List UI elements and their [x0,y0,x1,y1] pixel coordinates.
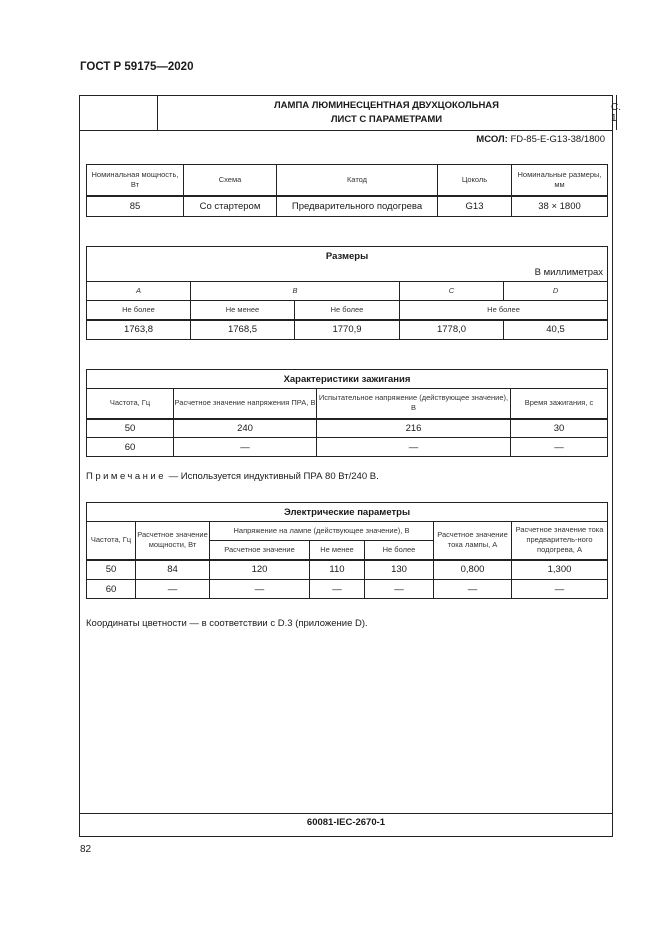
t2-title-cell [87,247,608,282]
t2-limit-b-max: Не более [295,301,400,320]
t2-letter-a: A [87,282,191,301]
t1-header-scheme: Схема [184,165,277,196]
note [86,471,379,482]
t2-value-d: 40,5 [504,320,608,340]
t3-title: Характеристики зажигания [87,370,608,389]
t2-value-a: 1763,8 [87,320,191,340]
chromaticity-note: Координаты цветности — в соответствии с D.3 (приложение D). [86,618,368,629]
lamp-type-table [86,164,608,217]
t4-row2-v-calc: — [210,580,310,599]
t4-header-preheat: Расчетное значение тока предваритель-ного подогрева, А [512,522,608,560]
dimensions-table [86,246,608,340]
t3-header-ignition-time: Время зажигания, с [511,389,608,419]
t4-row1-preheat: 1,300 [512,560,608,580]
t2-value-b-min: 1768,5 [191,320,295,340]
t4-header-v-max: Не более [365,541,434,560]
ignition-table [86,369,608,457]
t2-value-c: 1778,0 [400,320,504,340]
t4-row1-power: 84 [136,560,210,580]
t2-limit-a: Не более [87,301,191,320]
t1-cell-dimensions: 38 × 1800 [512,196,608,217]
note-label: Примечание [86,471,166,482]
t3-header-ballast-voltage: Расчетное значение напряжения ПРА, В [174,389,317,419]
t1-header-power: Номинальная мощность, Вт [87,165,184,196]
mcol-label: МСОЛ: [476,134,508,145]
t3-row1-test-voltage: 216 [317,419,511,438]
t2-limit-cd: Не более [400,301,608,320]
mcol-value: FD-85-E-G13-38/1800 [507,134,605,145]
t2-letter-d: D [504,282,608,301]
mcol-designation [476,134,605,145]
t1-cell-cap: G13 [438,196,512,217]
t2-unit: В миллиметрах [534,267,604,278]
t4-title: Электрические параметры [87,503,608,522]
page-number: 82 [80,844,92,855]
t2-title: Размеры [325,251,369,262]
t4-row2-v-min: — [310,580,365,599]
t4-row1-current: 0,800 [434,560,512,580]
t4-header-v-min: Не менее [310,541,365,560]
t2-value-b-max: 1770,9 [295,320,400,340]
t4-row1-v-min: 110 [310,560,365,580]
t4-row2-frequency: 60 [87,580,136,599]
t1-cell-cathode: Предварительного подогрева [277,196,438,217]
header-blank-cell [79,95,158,130]
t4-row2-preheat: — [512,580,608,599]
t4-header-current: Расчетное значение тока лампы, А [434,522,512,560]
t3-row2-test-voltage: — [317,438,511,457]
t3-row1-frequency: 50 [87,419,174,438]
header-title [157,95,617,130]
note-text: — Используется индуктивный ПРА 80 Вт/240 В. [166,471,379,482]
t4-header-frequency: Частота, Гц [87,522,136,560]
t4-row1-v-calc: 120 [210,560,310,580]
t2-letter-c: C [400,282,504,301]
header-title-line1: ЛАМПА ЛЮМИНЕСЦЕНТНАЯ ДВУХЦОКОЛЬНАЯ [274,99,499,111]
t2-letter-b: B [191,282,400,301]
t4-row1-frequency: 50 [87,560,136,580]
t3-row1-ignition-time: 30 [511,419,608,438]
footer-code: 60081-IEC-2670-1 [306,817,386,828]
t3-row1-ballast-voltage: 240 [174,419,317,438]
t1-header-cap: Цоколь [438,165,512,196]
t4-header-v-calc: Расчетное значение [210,541,310,560]
sheet-header: ЛАМПА ЛЮМИНЕСЦЕНТНАЯ ДВУХЦОКОЛЬНАЯ ЛИСТ С ПАРАМЕТРАМИ С. 1 [79,95,613,131]
standard-number: ГОСТ Р 59175—2020 [80,61,194,73]
electrical-table [86,502,608,599]
t3-row2-ballast-voltage: — [174,438,317,457]
t3-row2-frequency: 60 [87,438,174,457]
t1-header-cathode: Катод [277,165,438,196]
t1-header-dimensions: Номинальные размеры, мм [512,165,608,196]
t4-row2-v-max: — [365,580,434,599]
t4-header-voltage: Напряжение на лампе (действующее значение), В [210,522,434,541]
t4-row2-current: — [434,580,512,599]
t1-cell-scheme: Со стартером [184,196,277,217]
t3-row2-ignition-time: — [511,438,608,457]
t4-row1-v-max: 130 [365,560,434,580]
t2-limit-b-min: Не менее [191,301,295,320]
t3-header-test-voltage: Испытательное напряжение (действующее значение), В [317,389,511,419]
footer-divider [79,813,613,814]
t4-row2-power: — [136,580,210,599]
t4-header-power: Расчетное значение мощности, Вт [136,522,210,560]
t1-cell-power: 85 [87,196,184,217]
header-title-line2: ЛИСТ С ПАРАМЕТРАМИ [330,113,443,125]
t3-header-frequency: Частота, Гц [87,389,174,419]
